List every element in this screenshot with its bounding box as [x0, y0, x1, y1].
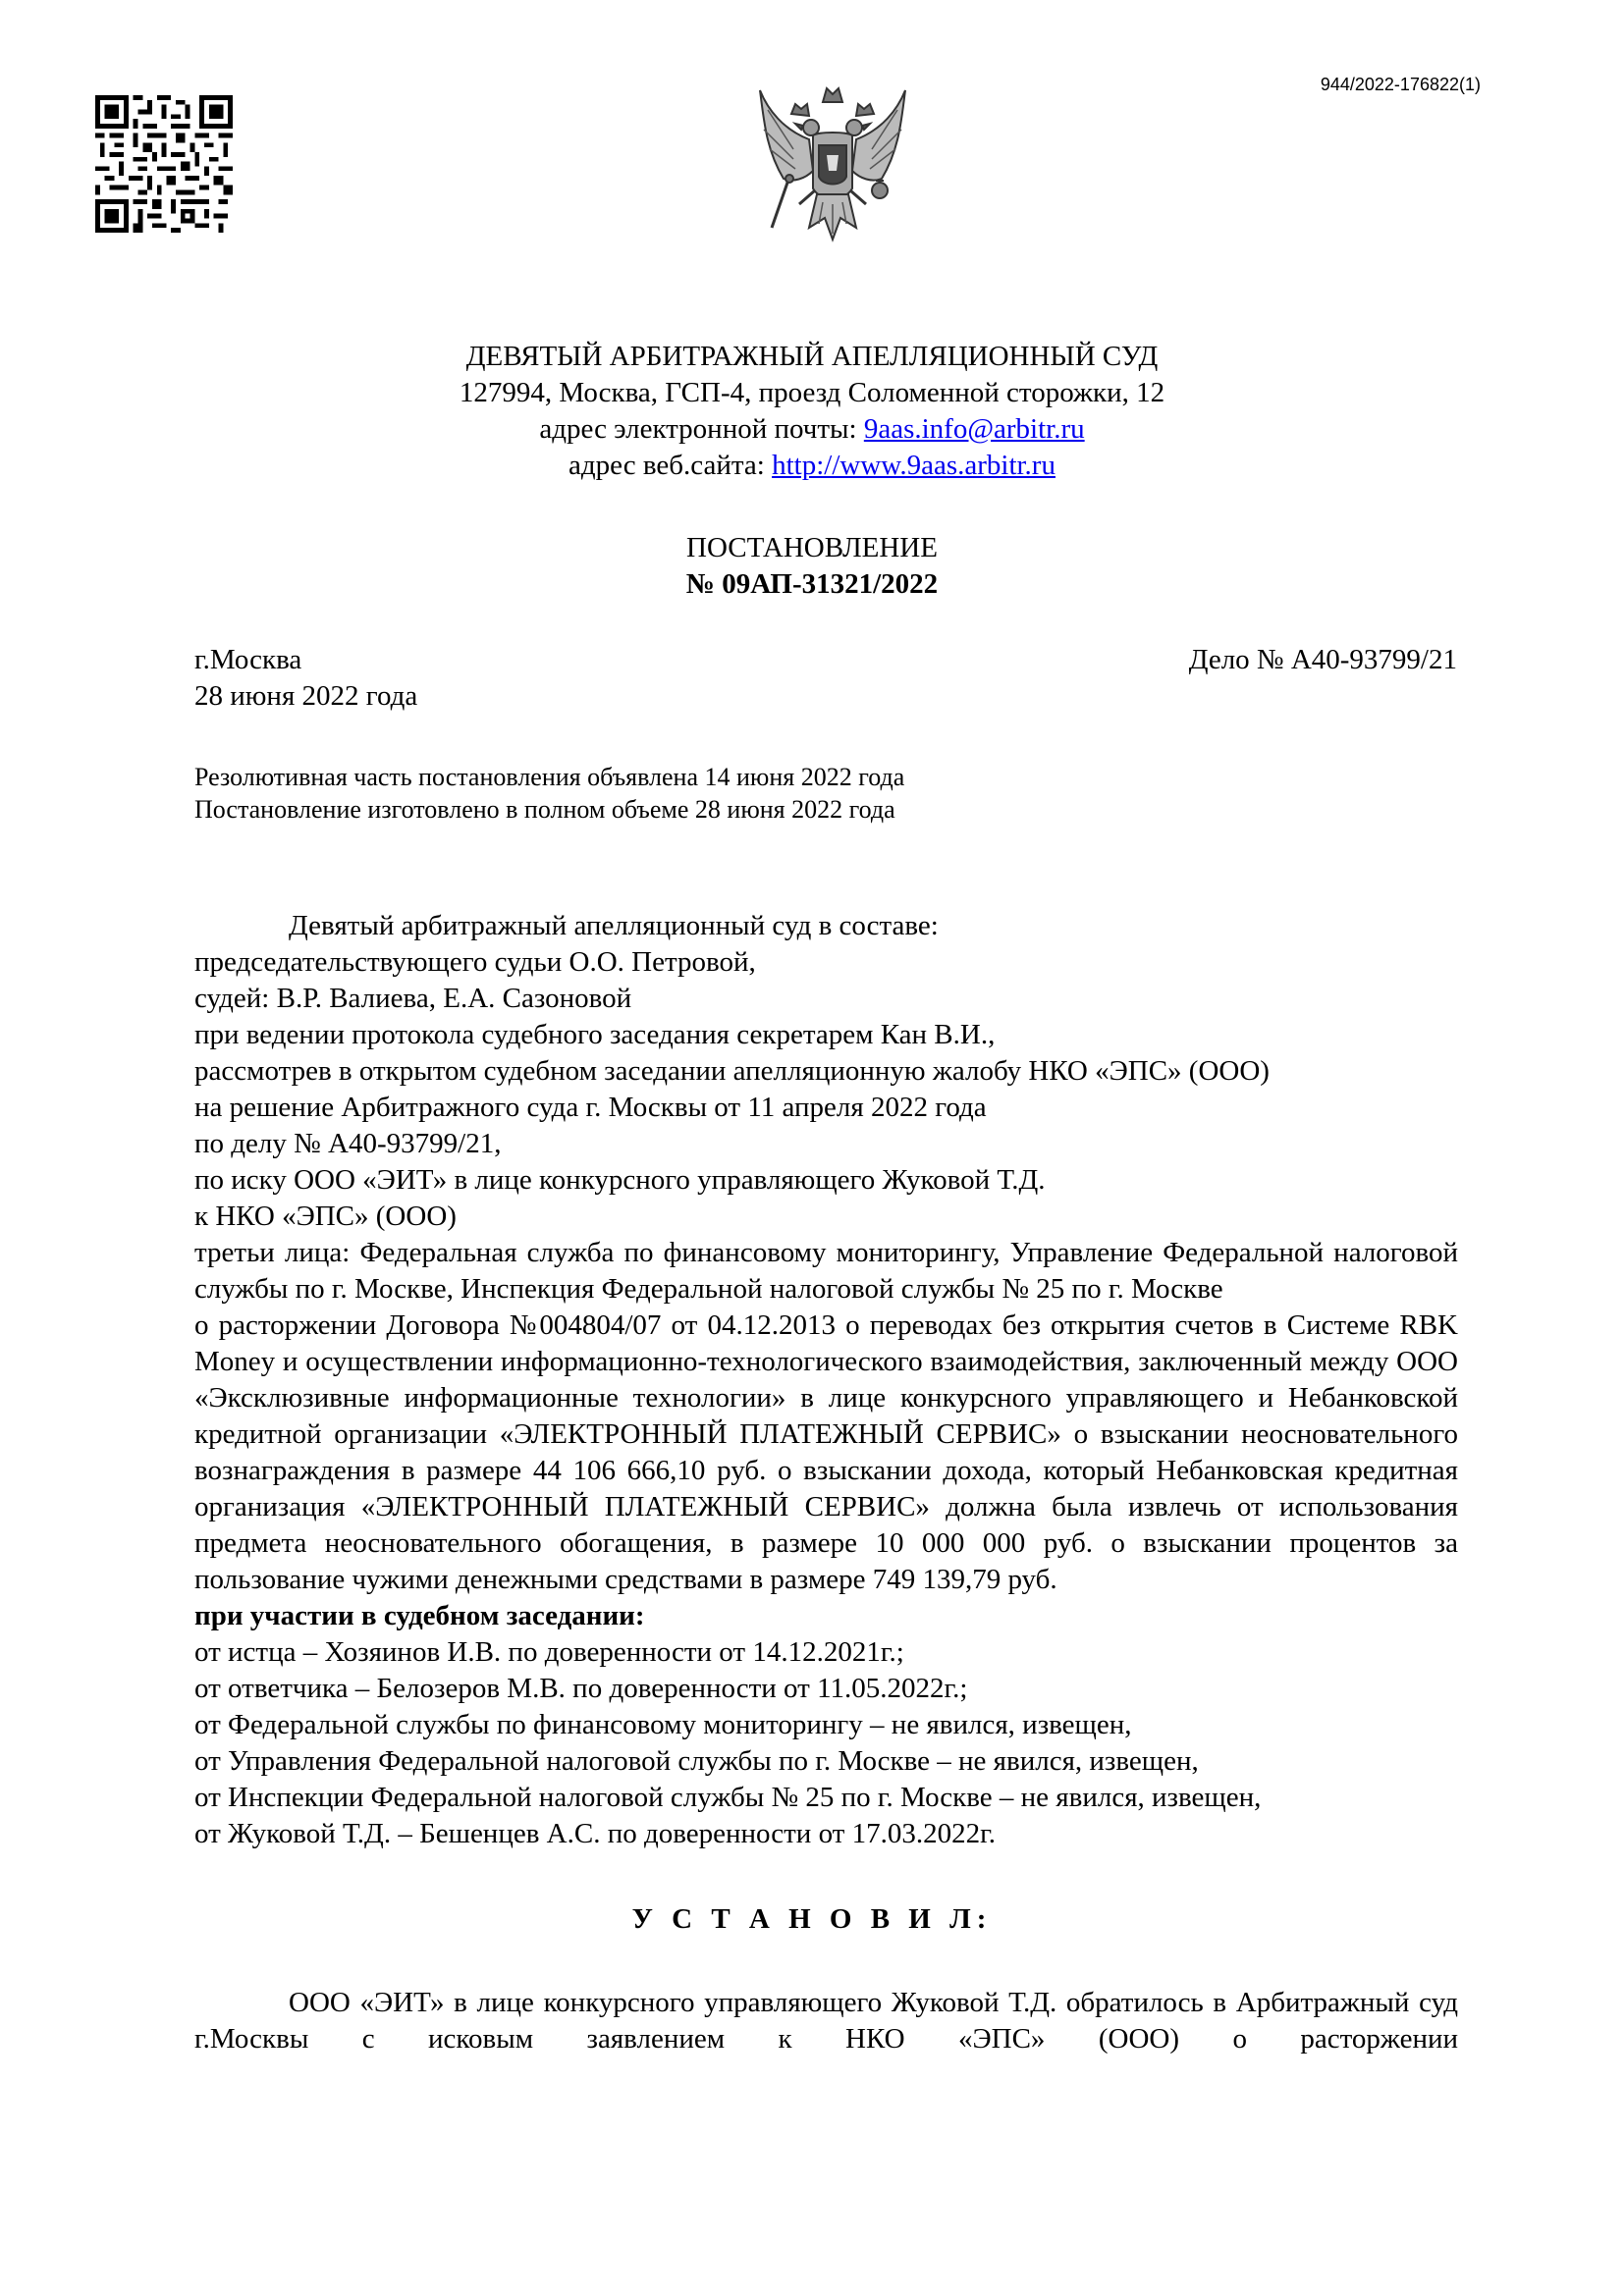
coat-of-arms-icon [754, 80, 911, 249]
court-address: 127994, Москва, ГСП-4, проезд Соломенной сторожки, 12 [459, 377, 1165, 408]
email-link[interactable]: 9aas.info@arbitr.ru [863, 413, 1085, 445]
intro-line: Девятый арбитражный апелляционный суд в составе: [289, 910, 939, 941]
participation-heading: при участии в судебном заседании: [194, 1600, 645, 1631]
participant-line: от Инспекции Федеральной налоговой службы № 25 по г. Москве – не явился, извещен, [194, 1782, 1262, 1813]
participant-line: от ответчика – Белозеров М.В. по доверенности от 11.05.2022г.; [194, 1673, 968, 1704]
court-name: ДЕВЯТЫЙ АРБИТРАЖНЫЙ АПЕЛЛЯЦИОННЫЙ СУД [465, 341, 1159, 372]
subject-paragraph: о расторжении Договора №004804/07 от 04.12.2013 о переводах без открытия счетов в Системе RBK Money и осуществлении информационно-технологического взаимодействия, заключенный между ООО «Эксклюзивные информационные технологии» в лице конкурсного управляющего и Небанковской кредитной организации «ЭЛЕКТРОННЫЙ ПЛАТЕЖНЫЙ СЕРВИС» о взыскании неосновательного вознаграждения в размере 44 106 666,10 руб. о взыскании дохода, который Небанковская кредитная организация «ЭЛЕКТРОННЫЙ ПЛАТЕЖНЫЙ СЕРВИС» должна была извлечь от использования предмета неосновательного обогащения, в размере 10 000 000 руб. о взыскании процентов за пользование чужими денежными средствами в размере 749 139,79 руб. [194, 1309, 1458, 1595]
established-heading: У С Т А Н О В И Л: [631, 1903, 993, 1935]
document-number: 944/2022-176822(1) [1320, 75, 1481, 94]
ruling-title-block [0, 530, 1624, 603]
final-paragraph: ООО «ЭИТ» в лице конкурсного управляющего Жуковой Т.Д. обратилось в Арбитражный суд г.Москвы с исковым заявлением к НКО «ЭПС» (ООО) о расторжении [194, 1987, 1458, 2055]
announcement [194, 761, 904, 826]
court-email-line [0, 411, 1624, 448]
participant-line: от Управления Федеральной налоговой службы по г. Москве – не явился, извещен, [194, 1745, 1199, 1777]
third-parties-paragraph: третьи лица: Федеральная служба по финансовому мониторингу, Управление Федеральной налоговой службы по г. Москве, Инспекция Федеральной налоговой службы № 25 по г. Москве [194, 1237, 1458, 1305]
qr-code-icon [95, 95, 233, 233]
body-line: по делу № А40-93799/21, [194, 1128, 502, 1159]
body-line: при ведении протокола судебного заседания секретарем Кан В.И., [194, 1019, 996, 1050]
final-paragraph-block [194, 1985, 1458, 2057]
website-link[interactable]: http://www.9aas.arbitr.ru [772, 450, 1056, 481]
body-line: к НКО «ЭПС» (ООО) [194, 1201, 457, 1232]
ruling-body [194, 908, 1458, 1852]
court-website-line [0, 448, 1624, 484]
participant-line: от истца – Хозяинов И.В. по доверенности от 14.12.2021г.; [194, 1636, 904, 1668]
body-line: рассмотрев в открытом судебном заседании апелляционную жалобу НКО «ЭПС» (ООО) [194, 1055, 1270, 1087]
place-date [194, 642, 417, 715]
place: г.Москва [194, 644, 302, 675]
announcement-line: Постановление изготовлено в полном объеме 28 июня 2022 года [194, 795, 895, 824]
case-number: Дело № А40-93799/21 [1188, 644, 1457, 675]
participant-line: от Жуковой Т.Д. – Бешенцев А.С. по доверенности от 17.03.2022г. [194, 1818, 996, 1849]
email-label: адрес электронной почты: [539, 413, 857, 445]
body-line: председательствующего судьи О.О. Петровой, [194, 946, 756, 978]
body-line: по иску ООО «ЭИТ» в лице конкурсного управляющего Жуковой Т.Д. [194, 1164, 1046, 1196]
ruling-number: № 09АП-31321/2022 [685, 568, 939, 600]
ruling-title: ПОСТАНОВЛЕНИЕ [686, 532, 938, 563]
announcement-line: Резолютивная часть постановления объявлена 14 июня 2022 года [194, 763, 905, 791]
participant-line: от Федеральной службы по финансовому мониторингу – не явился, извещен, [194, 1709, 1132, 1740]
body-line: на решение Арбитражного суда г. Москвы от 11 апреля 2022 года [194, 1092, 987, 1123]
date: 28 июня 2022 года [194, 680, 418, 712]
website-label: адрес веб.сайта: [568, 450, 765, 481]
body-line: судей: В.Р. Валиева, Е.А. Сазоновой [194, 983, 632, 1014]
court-header [0, 339, 1624, 484]
